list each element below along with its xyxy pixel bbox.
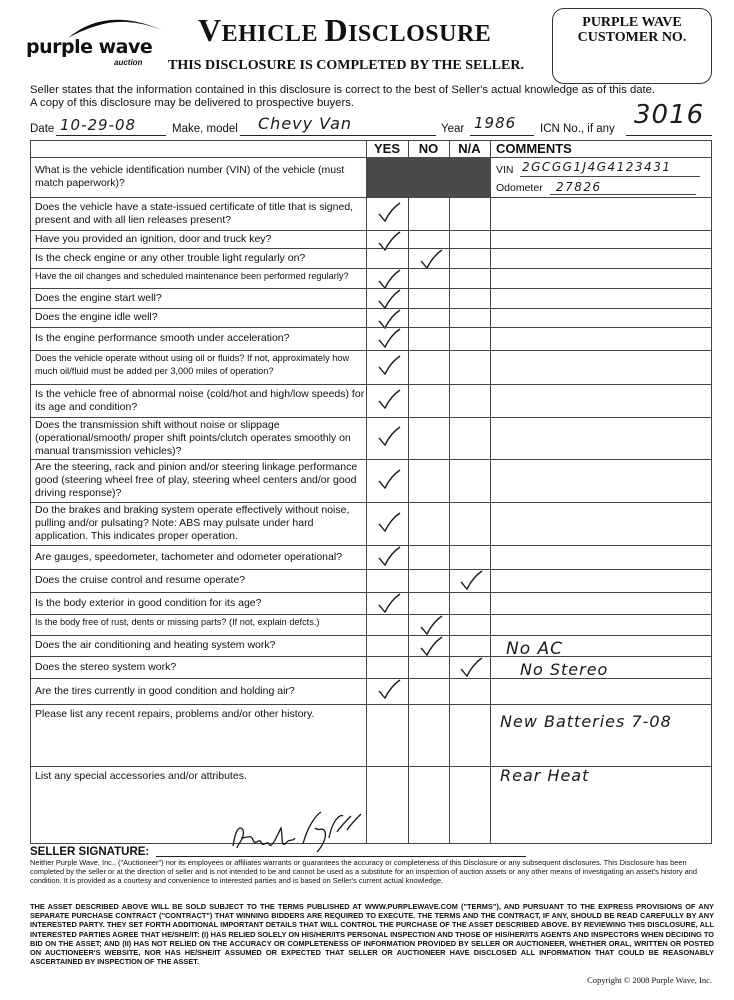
brand-sub: auction: [114, 58, 143, 67]
checkmark-icon[interactable]: [376, 327, 402, 349]
checkmark-icon[interactable]: [376, 201, 402, 223]
copyright-text: Copyright © 2008 Purple Wave, Inc.: [587, 975, 712, 985]
row-divider: [30, 384, 712, 385]
vin-value: 2GCGG1J4G4123431: [522, 160, 672, 174]
question-text: Is the body exterior in good condition for its age?: [35, 596, 262, 609]
make-value: Chevy Van: [258, 114, 353, 133]
checkmark-icon[interactable]: [458, 656, 484, 678]
checkmark-icon[interactable]: [376, 592, 402, 614]
intro-text: [30, 84, 720, 110]
col-divider: [449, 140, 450, 844]
question-text: List any special accessories and/or attributes.: [35, 770, 247, 782]
odometer-label: Odometer: [496, 182, 543, 194]
question-text: Is the check engine or any other trouble light regularly on?: [35, 251, 306, 264]
question-text: Have you provided an ignition, door and truck key?: [35, 232, 272, 245]
checkmark-icon[interactable]: [376, 268, 402, 290]
icn-label: ICN No., if any: [540, 123, 615, 135]
disclaimer-text: Neither Purple Wave, Inc., ("Auctioneer") nor its employees or affiliates warrants or guarantees the accuracy or completeness of this Disclosure or any subsequent disclosures. This Disclosure has been completed by the seller or at the direction of seller and is not intended to be and cannot be used as a substitute for an inspection of auction assets or any other means of investigating an asset's history and condition. It is provided as a courtesy and convenience to interested parties and is based on Seller's current actual knowledge.: [30, 858, 697, 885]
customer-number-box[interactable]: [552, 8, 712, 84]
intro-line-1: Seller states that the information contained in this disclosure is correct to the best of Seller's actual knowledge as of this date.: [30, 84, 656, 96]
date-value: 10-29-08: [60, 116, 137, 134]
signature-field[interactable]: [156, 856, 526, 857]
customer-box-label: PURPLE WAVE CUSTOMER NO.: [577, 15, 687, 45]
vin-field[interactable]: [520, 176, 700, 177]
seller-signature: [225, 808, 375, 856]
year-label: Year: [441, 123, 465, 135]
row-divider: [30, 569, 712, 570]
checkmark-icon[interactable]: [418, 614, 444, 636]
row-divider: [30, 614, 712, 615]
question-text: What is the vehicle identification number (VIN) of the vehicle (must match paperwork)?: [35, 164, 345, 189]
question-text: Does the vehicle operate without using oil or fluids? If not, approximately how much oil/fluid must be added per 3,000 miles of operation?: [35, 353, 350, 376]
row-divider: [30, 327, 712, 328]
question-text: Have the oil changes and scheduled maintenance been performed regularly?: [35, 271, 349, 281]
row-divider: [30, 635, 712, 636]
row-divider: [30, 288, 712, 289]
checkmark-icon[interactable]: [376, 288, 402, 310]
signature-label: SELLER SIGNATURE:: [30, 846, 150, 858]
checkmark-icon[interactable]: [376, 468, 402, 490]
checkmark-icon[interactable]: [376, 354, 402, 376]
col-divider: [408, 140, 409, 844]
brand-name: purple wave: [26, 36, 153, 58]
question-text: Does the air conditioning and heating system work?: [35, 639, 276, 651]
make-field[interactable]: [240, 135, 436, 136]
checkmark-icon[interactable]: [376, 425, 402, 447]
date-field[interactable]: [56, 135, 166, 136]
question-text: Are the steering, rack and pinion and/or steering linkage performance good (steering wheel free of play, steering wheel centers and/or good driving response)?: [35, 461, 358, 499]
row-divider: [30, 592, 712, 593]
form-title: VEHICLE DISCLOSURE: [198, 12, 492, 48]
no-header: NO: [418, 141, 439, 156]
disclosure-table: [30, 140, 712, 844]
checkmark-icon[interactable]: [376, 511, 402, 533]
question-text: Are gauges, speedometer, tachometer and odometer operational?: [35, 550, 343, 563]
row-divider: [30, 704, 712, 705]
date-label: Date: [30, 123, 55, 135]
row-divider: [30, 350, 712, 351]
comment-value: Rear Heat: [500, 766, 590, 785]
row-divider: [30, 678, 712, 679]
row-divider: [30, 656, 712, 657]
question-text: Is the vehicle free of abnormal noise (cold/hot and high/low speeds) for its age and condition?: [35, 387, 365, 413]
row-divider: [30, 766, 712, 767]
vin-label: VIN: [496, 164, 514, 176]
row-divider: [30, 268, 712, 269]
make-label: Make, model: [172, 123, 238, 135]
row-divider: [30, 459, 712, 460]
question-text: Does the stereo system work?: [35, 660, 177, 673]
odometer-field[interactable]: [550, 194, 696, 195]
question-text: Does the engine start well?: [35, 291, 162, 304]
question-text: Does the vehicle have a state-issued certificate of title that is signed, present and with all lien releases present?: [35, 200, 354, 226]
icn-value: 3016: [634, 100, 705, 130]
checkmark-icon[interactable]: [458, 569, 484, 591]
question-text: Are the tires currently in good condition and holding air?: [35, 684, 295, 697]
vin-shaded-cell: [366, 157, 490, 197]
comments-header: COMMENTS: [496, 141, 572, 156]
year-field[interactable]: [470, 135, 534, 136]
row-divider: [30, 502, 712, 503]
year-value: 1986: [474, 114, 517, 132]
checkmark-icon[interactable]: [376, 678, 402, 700]
question-text: Does the cruise control and resume operate?: [35, 574, 246, 586]
question-text: Does the transmission shift without noise or slippage (operational/smooth/ proper shift points/clutch operates smoothly on manual transmission vehicles)?: [35, 419, 351, 457]
checkmark-icon[interactable]: [418, 635, 444, 657]
intro-line-2: A copy of this disclosure may be delivered to prospective buyers.: [30, 97, 355, 109]
comment-value: No Stereo: [520, 660, 609, 679]
yes-header: YES: [373, 141, 400, 156]
icn-field[interactable]: [626, 135, 712, 136]
checkmark-icon[interactable]: [418, 248, 444, 270]
checkmark-icon[interactable]: [376, 388, 402, 410]
row-divider: [30, 230, 712, 231]
row-divider: [30, 308, 712, 309]
row-divider: [30, 248, 712, 249]
comment-value: No AC: [506, 639, 564, 659]
col-divider: [490, 140, 491, 844]
col-divider: [366, 140, 367, 844]
question-text: Does the engine idle well?: [35, 311, 158, 323]
purple-wave-logo: [26, 12, 166, 72]
odometer-value: 27826: [556, 180, 602, 194]
checkmark-icon[interactable]: [376, 545, 402, 567]
form-subtitle: THIS DISCLOSURE IS COMPLETED BY THE SELLER.: [168, 58, 524, 73]
row-divider: [30, 417, 712, 418]
question-text: Please list any recent repairs, problems and/or other history.: [35, 708, 315, 720]
question-text: Is the body free of rust, dents or missing parts? (If not, explain defcts.): [35, 617, 320, 627]
question-text: Do the brakes and braking system operate effectively without noise, pulling and/or pulsating? Note: ABS may pulsate under hard application. This indicates proper operation.: [35, 504, 350, 542]
terms-text: THE ASSET DESCRIBED ABOVE WILL BE SOLD SUBJECT TO THE TERMS PUBLISHED AT WWW.PURPLEWAVE.COM ("TERMS"), AND PURSUANT TO THE EXPRESS PROVISIONS OF ANY SEPARATE PURCHASE CONTRACT ("CONTRACT") THAT WINNING BIDDERS ARE REQUIRED TO EXECUTE. THE TERMS AND THE CONTRACT, IF ANY, SHOULD BE READ CAREFULLY BY ANY INTERESTED PARTY. THEY SET FORTH ADDITIONAL IMPORTANT DETAILS THAT WILL CONTROL THE PURCHASE OF THE ASSET DESCRIBED ABOVE. BY REVIEWING THIS DISCLOSURE, ALL INTERESTED PARTIES AGREE THAT HE/SHE/IT: (I) HAS RELIED SOLELY ON HIS/HER/ITS PERSONAL INSPECTION AND THOSE OF HIS/HER/ITS AGENTS AND INSPECTORS WHEN DECIDING TO BID ON THE ASSET; AND (II) HAS NOT RELIED ON THE ACCURACY OR COMPLETENESS OF INFORMATION PROVIDED BY SELLER OR AUCTIONEER, WHETHER ORAL, WRITTEN OR POSTED ON AUCTIONEER'S WEBSITE, NOR HAS HE/SHE/IT ASSUMED OR EXPECTED THAT SELLER OR AUCTIONEER HAVE DISCLOSED ALL INFORMATION THAT COULD BE REASONABLY ASCERTAINED BY INSPECTION OF THE ASSET.: [30, 902, 714, 967]
comment-value: New Batteries 7-08: [500, 712, 672, 731]
question-text: Is the engine performance smooth under acceleration?: [35, 332, 290, 344]
row-divider: [30, 545, 712, 546]
na-header: N/A: [458, 141, 481, 156]
row-divider: [30, 197, 712, 198]
